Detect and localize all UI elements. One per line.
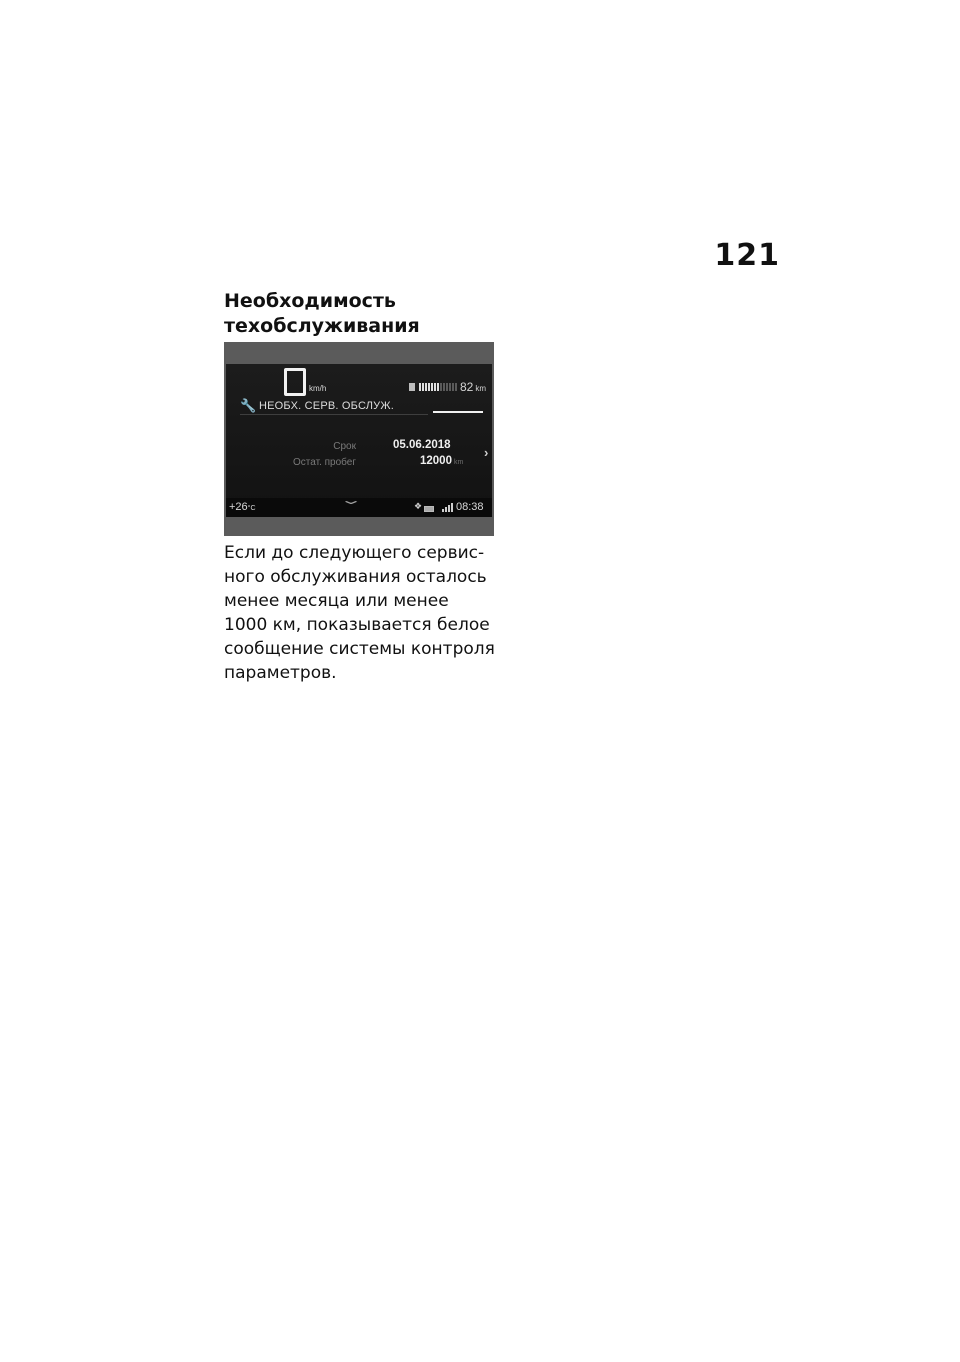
fuel-segment xyxy=(446,383,448,391)
remaining-readout xyxy=(420,455,463,467)
tft-screen xyxy=(226,364,492,517)
speed-unit: km/h xyxy=(309,384,327,393)
body-line: параметров. xyxy=(224,663,337,683)
wrench-icon: 🔧 xyxy=(240,398,257,413)
body-line: ного обслуживания осталось xyxy=(224,567,487,587)
section-heading xyxy=(224,289,504,339)
heading-line: Необходимость xyxy=(224,290,396,312)
body-line: Если до следующего сервис- xyxy=(224,543,485,563)
fuel-level-bar xyxy=(419,383,457,391)
remaining-value: 12000 xyxy=(420,455,452,467)
instrument-display-photo xyxy=(224,342,494,536)
heading-line: техобслуживания xyxy=(224,315,420,337)
range-value: 82 xyxy=(460,380,474,394)
range-unit: km xyxy=(475,384,487,393)
status-bar xyxy=(226,493,492,517)
fuel-segment xyxy=(452,383,454,391)
body-line: 1000 км, показывается белое xyxy=(224,615,490,635)
remaining-unit: km xyxy=(453,459,464,466)
body-paragraph xyxy=(224,541,514,685)
active-indicator xyxy=(433,411,483,413)
divider xyxy=(240,414,428,415)
fuel-segment xyxy=(419,383,421,391)
remaining-label: Остат. пробег xyxy=(293,457,356,468)
service-message: НЕОБХ. СЕРВ. ОБСЛУЖ. xyxy=(259,400,394,412)
range-readout xyxy=(460,380,486,394)
speed-digit xyxy=(284,368,306,396)
fuel-segment xyxy=(428,383,430,391)
body-line: сообщение системы контроля xyxy=(224,639,495,659)
temperature-readout xyxy=(229,501,256,513)
fuel-segment xyxy=(431,383,433,391)
fuel-segment xyxy=(455,383,457,391)
fuel-segment xyxy=(425,383,427,391)
fuel-segment xyxy=(449,383,451,391)
due-label: Срок xyxy=(333,441,356,452)
body-line: менее месяца или менее xyxy=(224,591,449,611)
fuel-segment xyxy=(422,383,424,391)
temperature-unit: °C xyxy=(247,505,256,512)
clock: 08:38 xyxy=(456,501,484,513)
fuel-segment xyxy=(443,383,445,391)
due-value: 05.06.2018 xyxy=(393,439,451,451)
fuel-segment xyxy=(434,383,436,391)
signal-icon xyxy=(442,503,453,512)
chevron-right-icon: › xyxy=(484,445,489,460)
chevron-down-icon: ⌄ xyxy=(338,493,364,507)
fuel-segment xyxy=(437,383,439,391)
temperature-value: +26 xyxy=(229,501,248,513)
page-number: 121 xyxy=(714,238,780,273)
fuel-segment xyxy=(440,383,442,391)
fuel-icon xyxy=(409,383,415,391)
battery-icon xyxy=(424,506,434,512)
phone-icon: ❖ xyxy=(414,501,423,511)
